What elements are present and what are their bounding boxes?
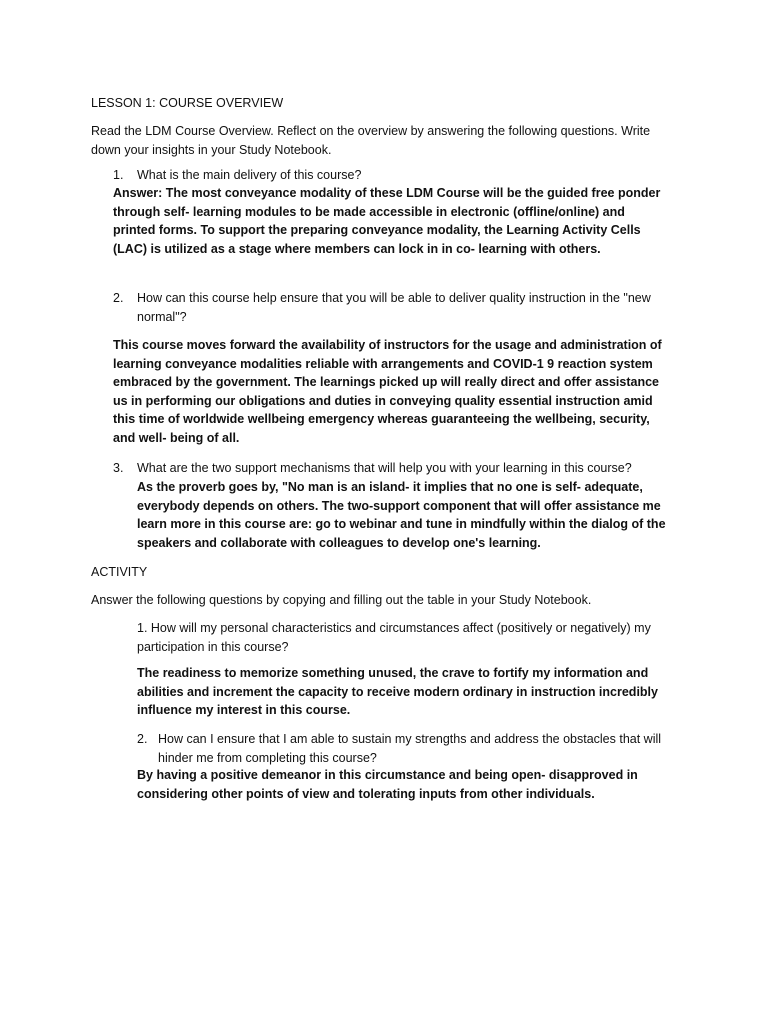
activity-question-2 [137, 730, 677, 767]
answer-1: Answer: The most conveyance modality of these LDM Course will be the guided free ponder through self- learning modules to be made accessible in electronic (offline/online) and printed forms. To support the preparing conveyance modality, the Learning Activity Cells (LAC) is utilized as a stage where members can lock in in co- learning with others. [113, 186, 661, 256]
intro-paragraph: Read the LDM Course Overview. Reflect on the overview by answering the following questions. Write down your insights in your Study Notebook. [91, 124, 651, 157]
question-1-number: 1. [113, 168, 124, 182]
activity-question-2-number: 2. [137, 732, 148, 746]
activity-title: ACTIVITY [91, 565, 148, 579]
question-3-number: 3. [113, 461, 124, 475]
question-1 [113, 166, 673, 185]
answer-2: This course moves forward the availability of instructors for the usage and administration of learning conveyance modalities reliable with arrangements and COVID-1 9 reaction system embraced by the government. The learnings picked up will really direct and offer assistance us in performing our obligations and duties in conveying quality essential instruction amid this time of worldwide wellbeing emergency whereas guaranteeing the wellbeing, security, and well- being of all. [113, 338, 662, 445]
question-2 [113, 289, 673, 326]
question-3-text: What are the two support mechanisms that will help you with your learning in this course? [137, 461, 632, 475]
question-1-text: What is the main delivery of this course? [137, 168, 362, 182]
question-2-text: How can this course help ensure that you will be able to deliver quality instruction in the "new normal"? [137, 291, 651, 324]
answer-3: As the proverb goes by, "No man is an island- it implies that no one is self- adequate, everybody depends on others. The two-support component that will offer assistance me learn more in this course are: go to webinar and tune in mindfully within the dialog of the speakers and collaborate with colleagues to develop one's learning. [137, 480, 666, 550]
question-3 [113, 459, 673, 478]
activity-intro: Answer the following questions by copying and filling out the table in your Study Notebook. [91, 593, 592, 607]
lesson-title: LESSON 1: COURSE OVERVIEW [91, 96, 284, 110]
activity-question-2-text: How can I ensure that I am able to sustain my strengths and address the obstacles that will hinder me from completing this course? [158, 732, 662, 765]
activity-answer-2: By having a positive demeanor in this circumstance and being open- disapproved in considering other points of view and tolerating inputs from other individuals. [137, 768, 638, 801]
question-2-number: 2. [113, 291, 124, 305]
activity-answer-1: The readiness to memorize something unused, the crave to fortify my information and abilities and increment the capacity to receive modern ordinary in instruction incredibly influence my interest in this course. [137, 666, 658, 717]
activity-question-1: 1. How will my personal characteristics and circumstances affect (positively or negatively) my participation in this course? [137, 621, 651, 654]
